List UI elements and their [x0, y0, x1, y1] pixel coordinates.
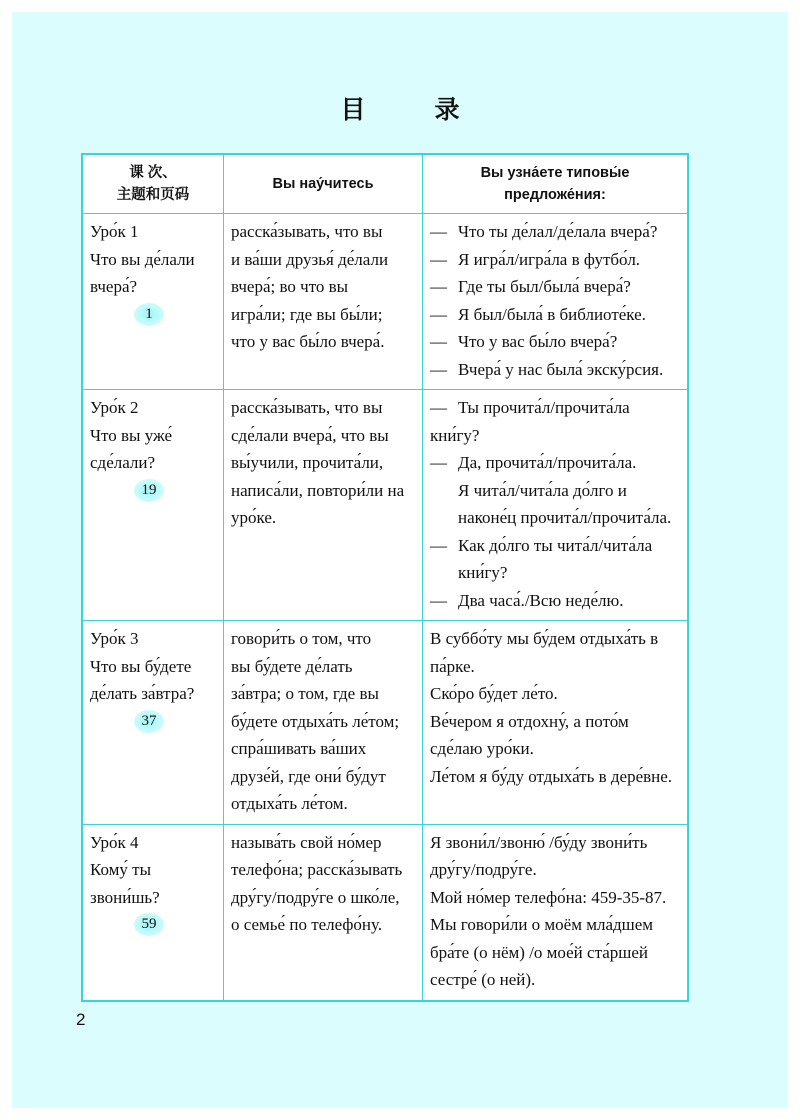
phrase-line: — Как до́лго ты чита́л/чита́ла кни́гу? [430, 532, 681, 587]
skill-line: бу́дете отдыха́ть ле́том; [231, 711, 400, 731]
phrase-line: — Что ты де́лал/де́лала вчера́? [430, 218, 681, 246]
phrase-line: — Где ты был/была́ вчера́? [430, 273, 681, 301]
phrase-line: бра́те (о нём) /о мое́й ста́ршей [430, 942, 648, 962]
header-lesson-col [82, 154, 224, 214]
skill-line: написа́ли, повтори́ли на [231, 480, 405, 500]
dash-marker: — [430, 590, 447, 610]
phrase-line: — Я игра́л/игра́ла в футбо́л. [430, 246, 681, 274]
phrase-line: сестре́ (о ней). [430, 970, 536, 989]
contents-table [81, 153, 689, 1002]
lesson-topic-line: звони́шь? [90, 887, 160, 907]
dash-marker: — [430, 277, 447, 296]
skill-line: отдыха́ть ле́том. [231, 794, 348, 813]
phrases-cell [423, 214, 689, 390]
dash-marker: — [430, 359, 447, 379]
skill-line: друзе́й, где они́ бу́дут [231, 766, 386, 786]
skill-line: о семье́ по телефо́ну. [231, 915, 383, 934]
phrase-line: дру́гу/подру́ге. [430, 860, 537, 879]
skills-cell [224, 621, 423, 825]
header-skills-col: Вы нау́читесь [224, 154, 423, 214]
phrase-line: — Вчера́ у нас была́ экску́рсия. [430, 356, 681, 384]
skill-line: вы́учили, прочита́ли, [231, 453, 384, 472]
lesson-topic-line: Что вы уже́ [90, 425, 173, 445]
phrase-line: — Ты прочита́л/прочита́ла кни́гу? [430, 394, 681, 449]
skill-line: называ́ть свой но́мер [231, 832, 382, 852]
skill-line: сде́лали вчера́, что вы [231, 425, 389, 445]
lesson-row [82, 390, 688, 621]
lesson-page-link[interactable]: 1 [134, 303, 164, 326]
lesson-topic-line: Кому́ ты [90, 860, 152, 879]
header-lesson-line1: 课 次、 [129, 165, 177, 181]
header-lesson-line2: 主题和页码 [116, 187, 190, 203]
lesson-topic-line: сде́лали? [90, 453, 156, 472]
skill-line: спра́шивать ва́ших [231, 739, 367, 758]
dash-marker: — [430, 222, 447, 241]
skill-line: говори́ть о том, что [231, 629, 372, 648]
lesson-number: Уро́к 1 [90, 222, 139, 241]
page-title: 目 录 [340, 95, 482, 124]
phrases-cell [423, 824, 689, 1001]
dash-marker: — [430, 332, 447, 351]
phrase-line: Ско́ро бу́дет ле́то. [430, 684, 558, 703]
lesson-cell [82, 390, 224, 621]
phrase-line: — Да, прочита́л/прочита́ла. Я чита́л/чита́ла до́лго и наконе́ц прочита́л/прочита́ла. [430, 449, 681, 532]
header-phrases-line2: предложе́ния: [504, 187, 606, 203]
phrase-line: Мы говори́ли о моём мла́дшем [430, 915, 654, 934]
page [12, 12, 788, 1108]
phrases-cell [423, 621, 689, 825]
phrase-line: сде́лаю уро́ки. [430, 739, 534, 758]
skill-line: расска́зывать, что вы [231, 398, 383, 417]
skill-line: дру́гу/подру́ге о шко́ле, [231, 887, 400, 907]
lesson-topic-line: Что вы бу́дете [90, 656, 192, 676]
lesson-cell [82, 621, 224, 825]
dash-marker: — [430, 453, 447, 472]
lesson-page-link[interactable]: 37 [134, 710, 164, 733]
header-phrases-col [423, 154, 689, 214]
skills-cell [224, 214, 423, 390]
page-number: 2 [76, 1010, 86, 1029]
phrase-line: — Я был/была́ в библиоте́ке. [430, 301, 681, 329]
lesson-topic-line: вчера́? [90, 277, 138, 296]
skill-line: вы бу́дете де́лать [231, 656, 353, 676]
phrase-line: — Что у вас бы́ло вчера́? [430, 328, 681, 356]
lesson-number: Уро́к 2 [90, 398, 139, 417]
phrase-line: В суббо́ту мы бу́дем отдыха́ть в [430, 629, 659, 648]
dash-marker: — [430, 304, 447, 324]
dash-marker: — [430, 535, 447, 555]
skill-line: уро́ке. [231, 508, 277, 527]
phrase-line: Мой но́мер телефо́на: 459-35-87. [430, 887, 667, 907]
lesson-page-link[interactable]: 19 [134, 479, 164, 502]
skill-line: что у вас бы́ло вчера́. [231, 332, 385, 351]
lesson-row [82, 824, 688, 1001]
phrase-line: па́рке. [430, 656, 475, 676]
phrase-line: Ве́чером я отдохну́, а пото́м [430, 711, 629, 731]
lesson-cell [82, 214, 224, 390]
phrase-line: Ле́том я бу́ду отдыха́ть в дере́вне. [430, 766, 673, 786]
header-row [82, 154, 688, 214]
phrase-line: Я звони́л/звоню́ /бу́ду звони́ть [430, 832, 648, 852]
skill-line: расска́зывать, что вы [231, 222, 383, 241]
skill-line: за́втра; о том, где вы [231, 684, 379, 703]
phrase-line: — Два часа́./Всю неде́лю. [430, 587, 681, 615]
skill-line: и ва́ши друзья́ де́лали [231, 249, 389, 269]
skill-line: телефо́на; расска́зывать [231, 860, 403, 879]
phrases-cell [423, 390, 689, 621]
dash-marker: — [430, 398, 447, 417]
lesson-row [82, 214, 688, 390]
lesson-row [82, 621, 688, 825]
lesson-topic-line: де́лать за́втра? [90, 684, 195, 703]
lesson-number: Уро́к 4 [90, 832, 139, 852]
skill-line: вчера́; во что вы [231, 277, 349, 296]
skill-line: игра́ли; где вы бы́ли; [231, 304, 383, 324]
lesson-number: Уро́к 3 [90, 629, 139, 648]
skills-cell [224, 390, 423, 621]
skills-cell [224, 824, 423, 1001]
lesson-page-link[interactable]: 59 [134, 913, 164, 936]
lesson-cell [82, 824, 224, 1001]
lesson-topic-line: Что вы де́лали [90, 249, 195, 269]
header-phrases-line1: Вы узна́ете типовы́е [480, 165, 630, 181]
dash-marker: — [430, 249, 447, 269]
